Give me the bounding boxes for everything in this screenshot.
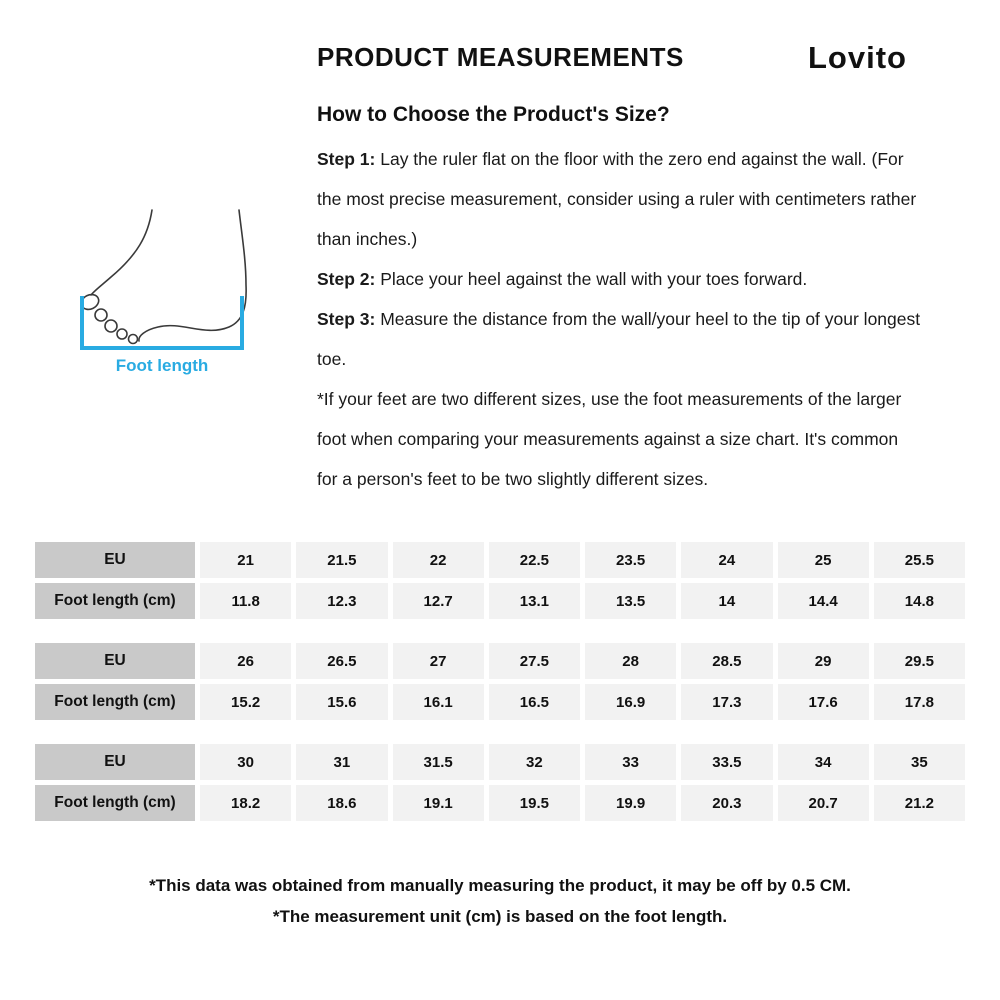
eu-size-cell: 31: [296, 744, 387, 780]
brand-logo: Lovito: [808, 40, 907, 75]
step-3: [317, 299, 922, 379]
step-1-label: Step 1:: [317, 149, 376, 169]
foot-length-cell: 19.5: [489, 785, 580, 821]
eu-size-cell: 33.5: [681, 744, 772, 780]
eu-size-cell: 25.5: [874, 542, 965, 578]
foot-outline: [79, 210, 246, 344]
row-header-eu: EU: [35, 643, 195, 679]
eu-size-cell: 28: [585, 643, 676, 679]
foot-length-cell: 19.9: [585, 785, 676, 821]
eu-size-cell: 27: [393, 643, 484, 679]
step-1-text: Lay the ruler flat on the floor with the zero end against the wall. (For the most precise measurement, consider using a ruler with centimeters rather than inches.): [317, 149, 917, 249]
eu-size-cell: 24: [681, 542, 772, 578]
eu-size-cell: 21.5: [296, 542, 387, 578]
foot-length-cell: 17.6: [778, 684, 869, 720]
eu-size-cell: 32: [489, 744, 580, 780]
eu-size-cell: 35: [874, 744, 965, 780]
step-2-text: Place your heel against the wall with your toes forward.: [380, 269, 808, 289]
step-2: [317, 259, 922, 299]
foot-length-cell: 13.1: [489, 583, 580, 619]
instructions: [317, 139, 922, 499]
foot-illustration: [53, 198, 271, 356]
row-header-foot-length: Foot length (cm): [35, 684, 195, 720]
foot-length-cell: 14.8: [874, 583, 965, 619]
eu-size-cell: 26.5: [296, 643, 387, 679]
eu-size-cell: 23.5: [585, 542, 676, 578]
foot-measurement-figure: [53, 198, 271, 376]
guide-heading: How to Choose the Product's Size?: [317, 103, 670, 126]
row-header-eu: EU: [35, 744, 195, 780]
measurement-bracket: [80, 296, 244, 350]
eu-size-cell: 31.5: [393, 744, 484, 780]
eu-size-cell: 22: [393, 542, 484, 578]
foot-length-cell: 14: [681, 583, 772, 619]
foot-length-cell: 18.2: [200, 785, 291, 821]
step-2-label: Step 2:: [317, 269, 376, 289]
foot-length-cell: 16.9: [585, 684, 676, 720]
size-table-2: [35, 643, 965, 720]
sizing-note: *If your feet are two different sizes, use the foot measurements of the larger foot when comparing your measurements against a size chart. It's common for a person's feet to be two slightly different sizes.: [317, 389, 902, 489]
size-table-1: [35, 542, 965, 619]
foot-length-cell: 16.1: [393, 684, 484, 720]
eu-size-cell: 21: [200, 542, 291, 578]
size-table-3: [35, 744, 965, 821]
foot-length-cell: 19.1: [393, 785, 484, 821]
eu-size-cell: 27.5: [489, 643, 580, 679]
eu-size-cell: 29: [778, 643, 869, 679]
foot-length-label: Foot length: [115, 356, 209, 375]
page-title: PRODUCT MEASUREMENTS: [317, 42, 684, 72]
foot-length-cell: 15.6: [296, 684, 387, 720]
foot-length-cell: 20.3: [681, 785, 772, 821]
footnote-unit: *The measurement unit (cm) is based on the foot length.: [272, 907, 728, 926]
row-header-foot-length: Foot length (cm): [35, 583, 195, 619]
foot-length-cell: 17.8: [874, 684, 965, 720]
foot-length-cell: 20.7: [778, 785, 869, 821]
eu-size-cell: 26: [200, 643, 291, 679]
row-header-eu: EU: [35, 542, 195, 578]
foot-length-cell: 14.4: [778, 583, 869, 619]
eu-size-cell: 29.5: [874, 643, 965, 679]
eu-size-cell: 25: [778, 542, 869, 578]
foot-length-cell: 17.3: [681, 684, 772, 720]
row-header-foot-length: Foot length (cm): [35, 785, 195, 821]
foot-length-cell: 16.5: [489, 684, 580, 720]
eu-size-cell: 34: [778, 744, 869, 780]
foot-length-cell: 12.3: [296, 583, 387, 619]
eu-size-cell: 28.5: [681, 643, 772, 679]
step-1: [317, 139, 922, 259]
foot-length-cell: 18.6: [296, 785, 387, 821]
foot-length-cell: 21.2: [874, 785, 965, 821]
step-3-text: Measure the distance from the wall/your heel to the tip of your longest toe.: [317, 309, 921, 369]
footnote-accuracy: *This data was obtained from manually measuring the product, it may be off by 0.5 CM.: [149, 876, 851, 895]
eu-size-cell: 33: [585, 744, 676, 780]
footnotes: [0, 876, 1000, 938]
eu-size-cell: 30: [200, 744, 291, 780]
eu-size-cell: 22.5: [489, 542, 580, 578]
foot-length-cell: 15.2: [200, 684, 291, 720]
foot-length-cell: 12.7: [393, 583, 484, 619]
step-3-label: Step 3:: [317, 309, 376, 329]
foot-length-cell: 11.8: [200, 583, 291, 619]
foot-length-cell: 13.5: [585, 583, 676, 619]
